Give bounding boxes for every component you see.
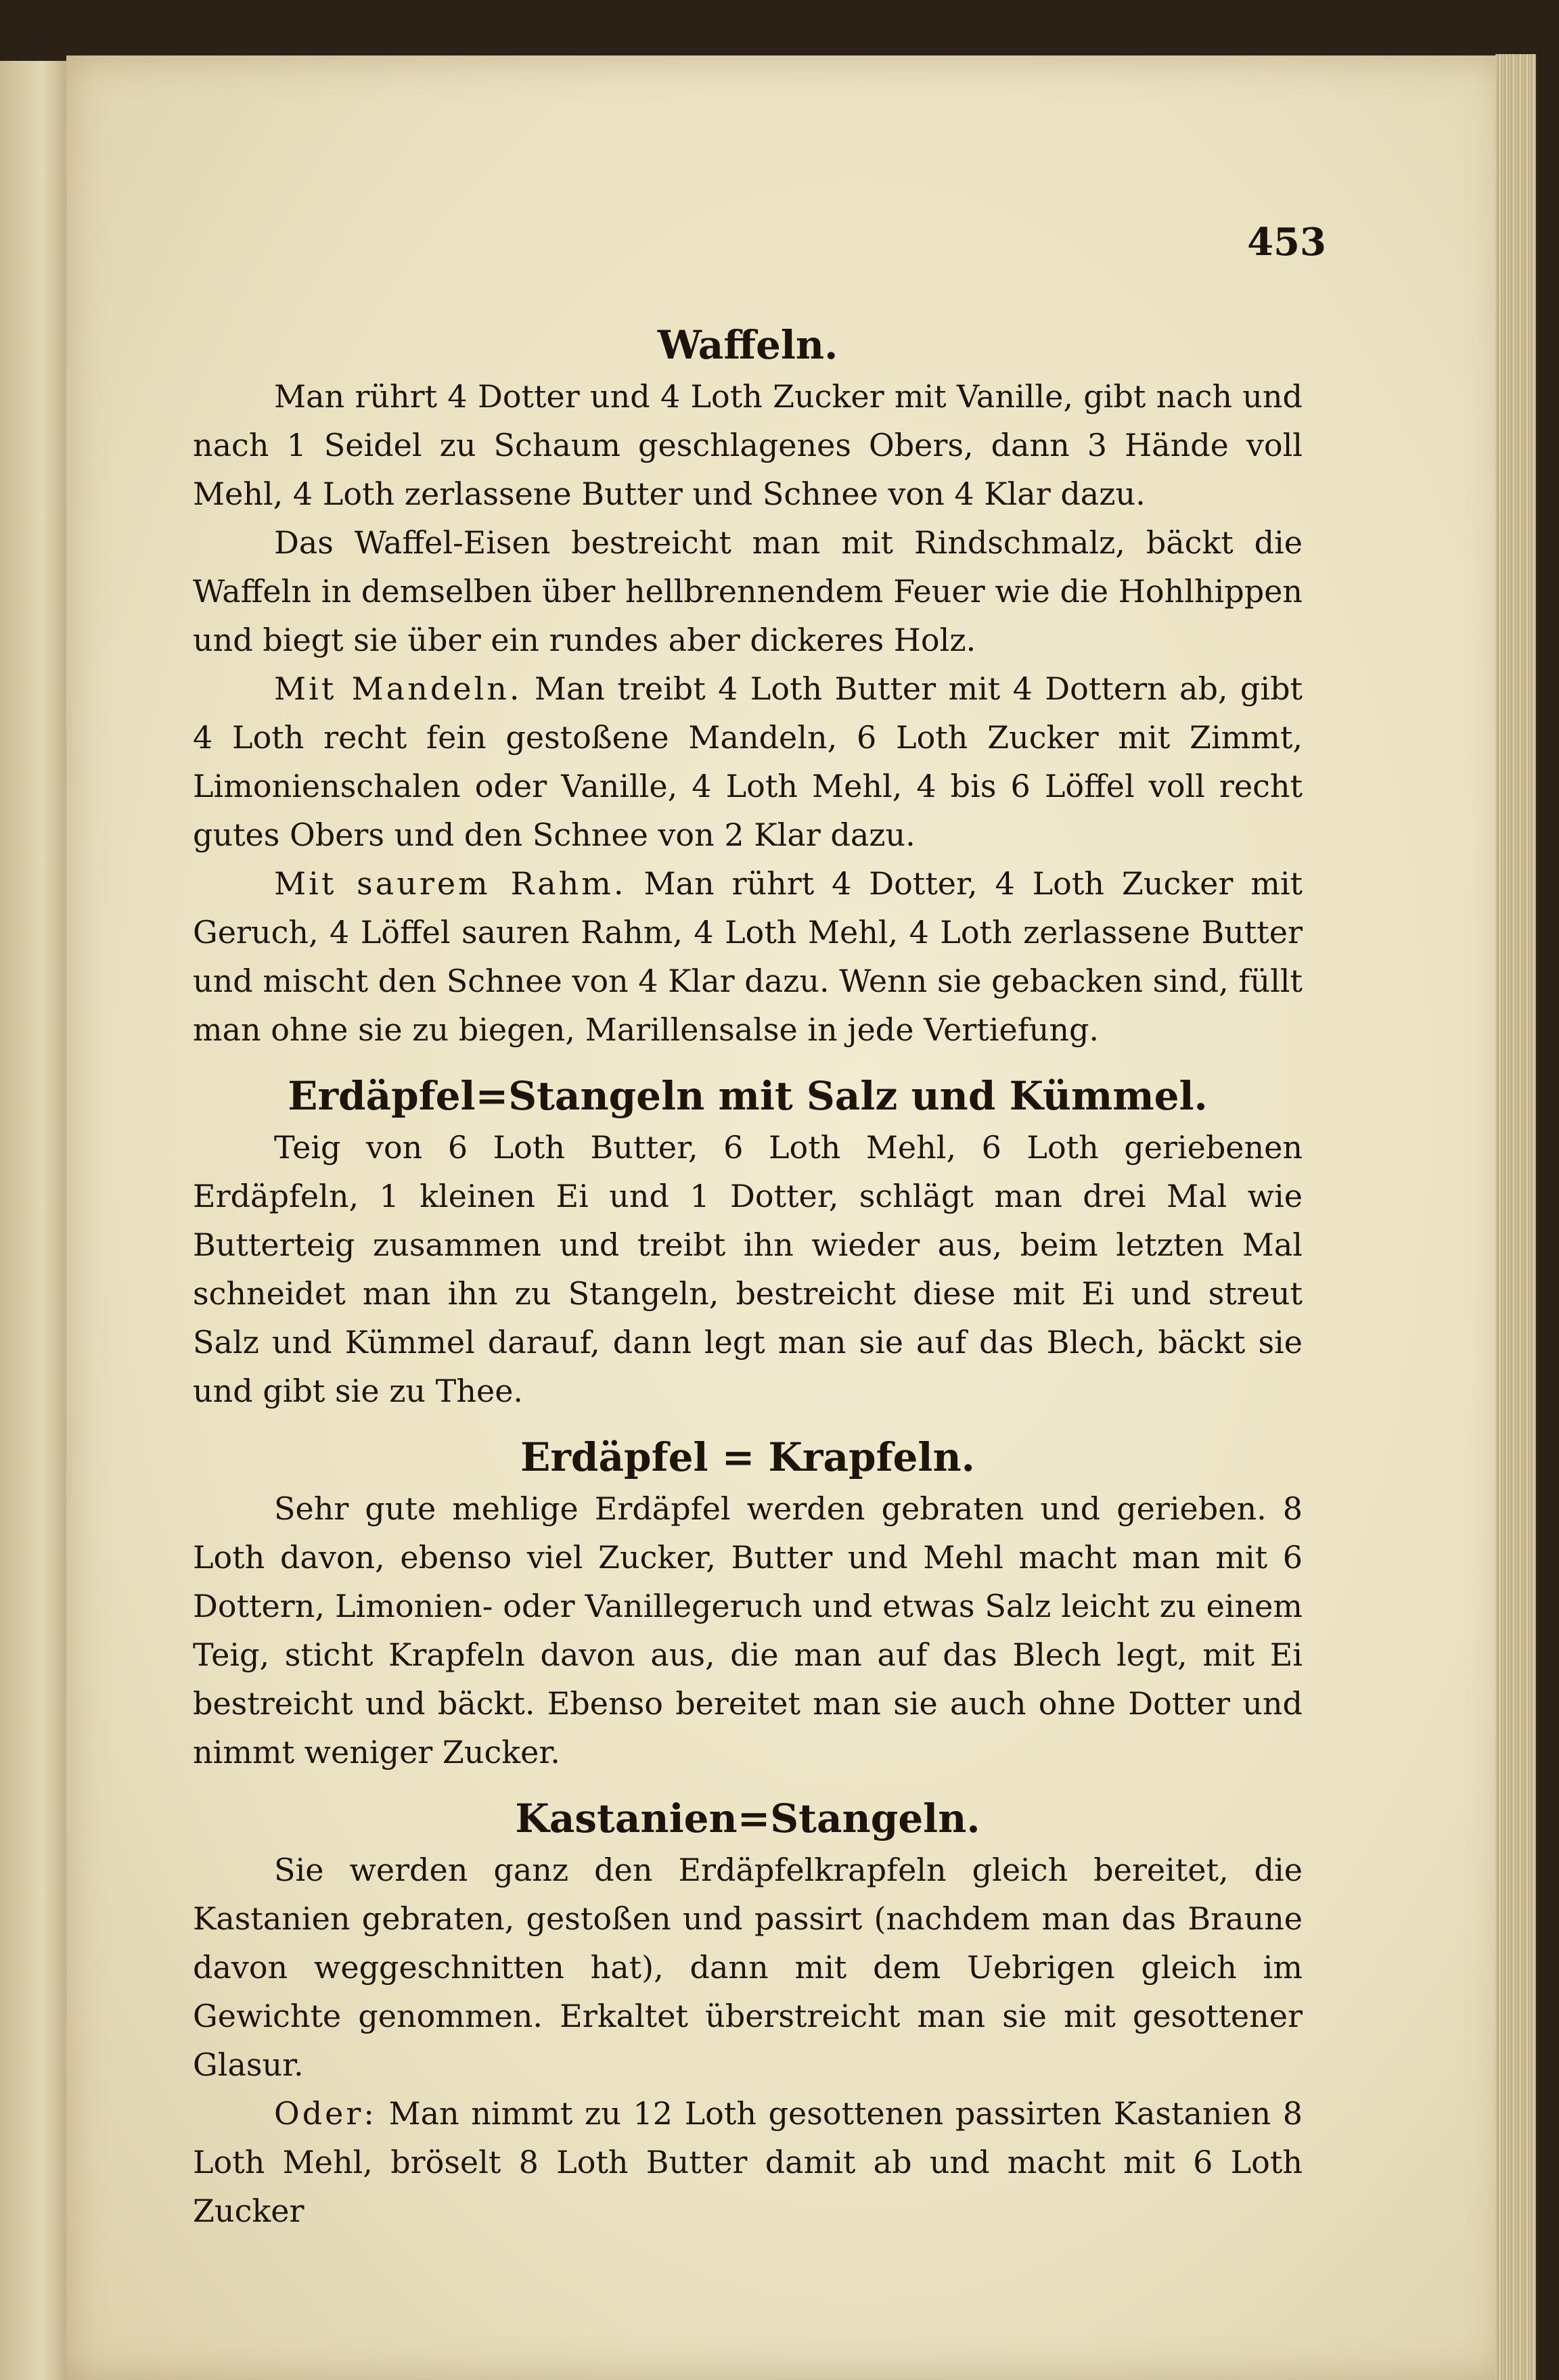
paragraph-lead: Oder:	[274, 2095, 377, 2132]
facing-page-edge	[0, 61, 71, 2380]
section-title: Waffeln.	[657, 322, 838, 368]
section-title: Erdäpfel = Krapfeln.	[520, 1434, 975, 1480]
page-body	[193, 318, 1303, 2235]
paragraph: Das Waffel-Eisen bestreicht man mit Rindschmalz, bäckt die Waffeln in demselben über hellbrennendem Feuer wie die Hohlhippen und biegt sie über ein rundes aber dickeres Holz.	[193, 524, 1303, 658]
paragraph: Mit saurem Rahm. Man rührt 4 Dotter, 4 Loth Zucker mit Geruch, 4 Löffel sauren Rahm, 4 Loth Mehl, 4 Loth zerlassene Butter und mischt den Schnee von 4 Klar dazu. Wenn sie gebacken sind, füllt man ohne sie zu biegen, Marillensalse in jede Vertiefung.	[193, 865, 1303, 1048]
paragraph: Man rührt 4 Dotter und 4 Loth Zucker mit Vanille, gibt nach und nach 1 Seidel zu Schaum geschlagenes Obers, dann 3 Hände voll Mehl, 4 Loth zerlassene Butter und Schnee von 4 Klar dazu.	[193, 378, 1303, 512]
paragraph: Oder: Man nimmt zu 12 Loth gesottenen passirten Kastanien 8 Loth Mehl, bröselt 8 Loth Butter damit ab und macht mit 6 Loth Zucker	[193, 2095, 1303, 2229]
section-title: Kastanien=Stangeln.	[515, 1795, 980, 1841]
paragraph: Sehr gute mehlige Erdäpfel werden gebraten und gerieben. 8 Loth davon, ebenso viel Zucker, Butter und Mehl macht man mit 6 Dottern, Limonien- oder Vanillegeruch und etwas Salz leicht zu einem Teig, sticht Krapfeln davon aus, die man auf das Blech legt, mit Ei bestreicht und bäckt. Ebenso bereitet man sie auch ohne Dotter und nimmt weniger Zucker.	[193, 1490, 1303, 1770]
paragraph-lead: Mit Mandeln.	[274, 670, 522, 707]
page-number: 453	[1247, 220, 1326, 265]
page-stack-edge	[1495, 54, 1536, 2380]
paragraph: Teig von 6 Loth Butter, 6 Loth Mehl, 6 Loth geriebenen Erdäpfeln, 1 kleinen Ei und 1 Dotter, schlägt man drei Mal wie Butterteig zusammen und treibt ihn wieder aus, beim letzten Mal schneidet man ihn zu Stangeln, bestreicht diese mit Ei und streut Salz und Kümmel darauf, dann legt man sie auf das Blech, bäckt sie und gibt sie zu Thee.	[193, 1129, 1303, 1409]
paragraph: Mit Mandeln. Man treibt 4 Loth Butter mit 4 Dottern ab, gibt 4 Loth recht fein gestoßene Mandeln, 6 Loth Zucker mit Zimmt, Limonienschalen oder Vanille, 4 Loth Mehl, 4 bis 6 Löffel voll recht gutes Obers und den Schnee von 2 Klar dazu.	[193, 670, 1303, 853]
paragraph-lead: Mit saurem Rahm.	[274, 865, 627, 902]
section-title: Erdäpfel=Stangeln mit Salz und Kümmel.	[288, 1073, 1208, 1119]
paragraph: Sie werden ganz den Erdäpfelkrapfeln gleich bereitet, die Kastanien gebraten, gestoßen und passirt (nachdem man das Braune davon weggeschnitten hat), dann mit dem Uebrigen gleich im Gewichte genommen. Erkaltet überstreicht man sie mit gesottener Glasur.	[193, 1852, 1303, 2083]
